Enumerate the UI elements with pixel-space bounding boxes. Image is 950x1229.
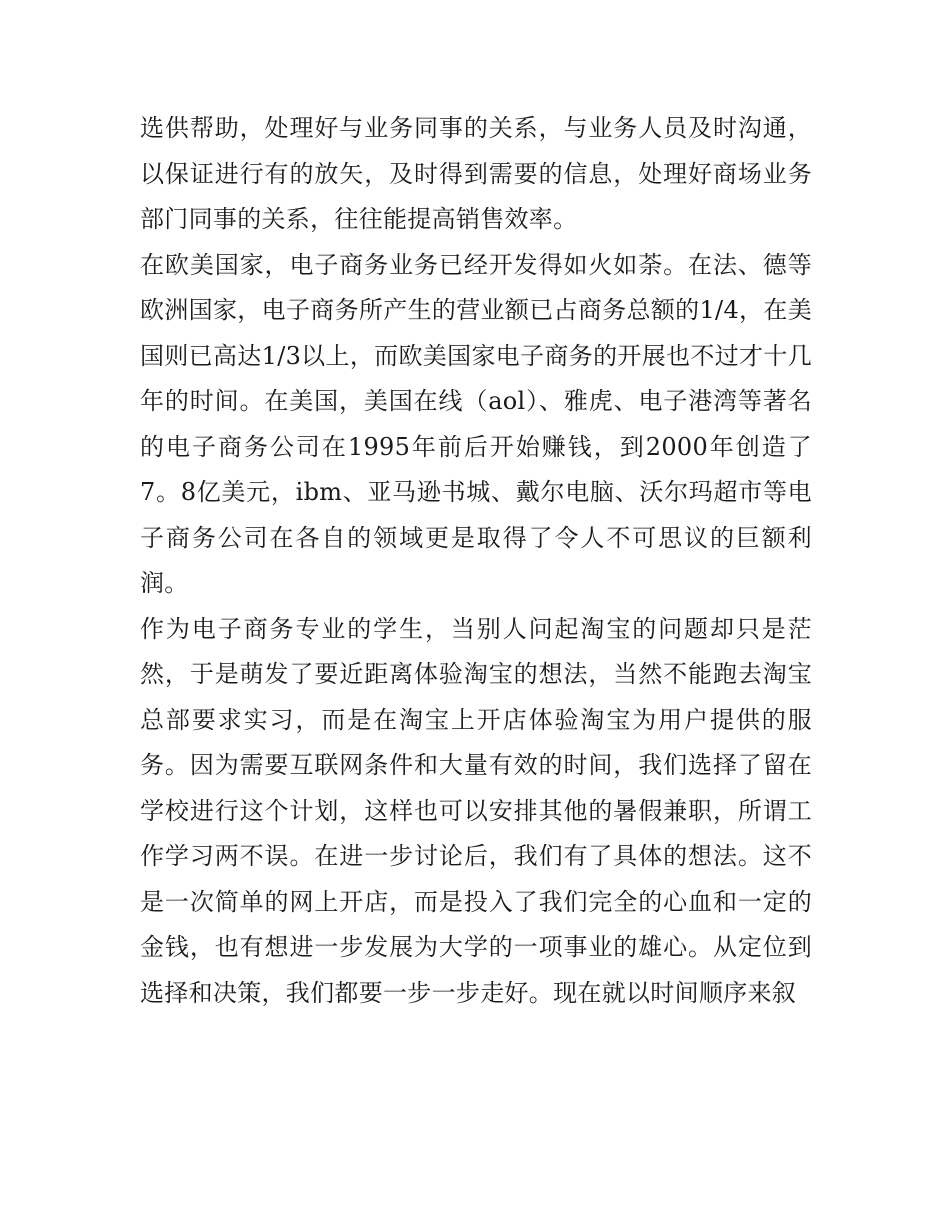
- paragraph-2: 在欧美国家，电子商务业务已经开发得如火如荼。在法、德等欧洲国家，电子商务所产生的营业额已占商务总额的1/4，在美国则已高达1/3以上，而欧美国家电子商务的开展也不过才十几年的时间。在美国，美国在线（aol）、雅虎、电子港湾等著名的电子商务公司在1995年前后开始赚钱，到2000年创造了7。8亿美元，ibm、亚马逊书城、戴尔电脑、沃尔玛超市等电子商务公司在各自的领域更是取得了令人不可思议的巨额利润。: [140, 250, 812, 597]
- document-page: [140, 106, 812, 1016]
- paragraph-1: 选供帮助，处理好与业务同事的关系，与业务人员及时沟通，以保证进行有的放矢，及时得到需要的信息，处理好商场业务部门同事的关系，往往能提高销售效率。: [140, 114, 812, 233]
- paragraph-3: 作为电子商务专业的学生，当别人问起淘宝的问题却只是茫然，于是萌发了要近距离体验淘宝的想法，当然不能跑去淘宝总部要求实习，而是在淘宝上开店体验淘宝为用户提供的服务。因为需要互联网条件和大量有效的时间，我们选择了留在学校进行这个计划，这样也可以安排其他的暑假兼职，所谓工作学习两不误。在进一步讨论后，我们有了具体的想法。这不是一次简单的网上开店，而是投入了我们完全的心血和一定的金钱，也有想进一步发展为大学的一项事业的雄心。从定位到选择和决策，我们都要一步一步走好。现在就以时间顺序来叙: [140, 614, 812, 1007]
